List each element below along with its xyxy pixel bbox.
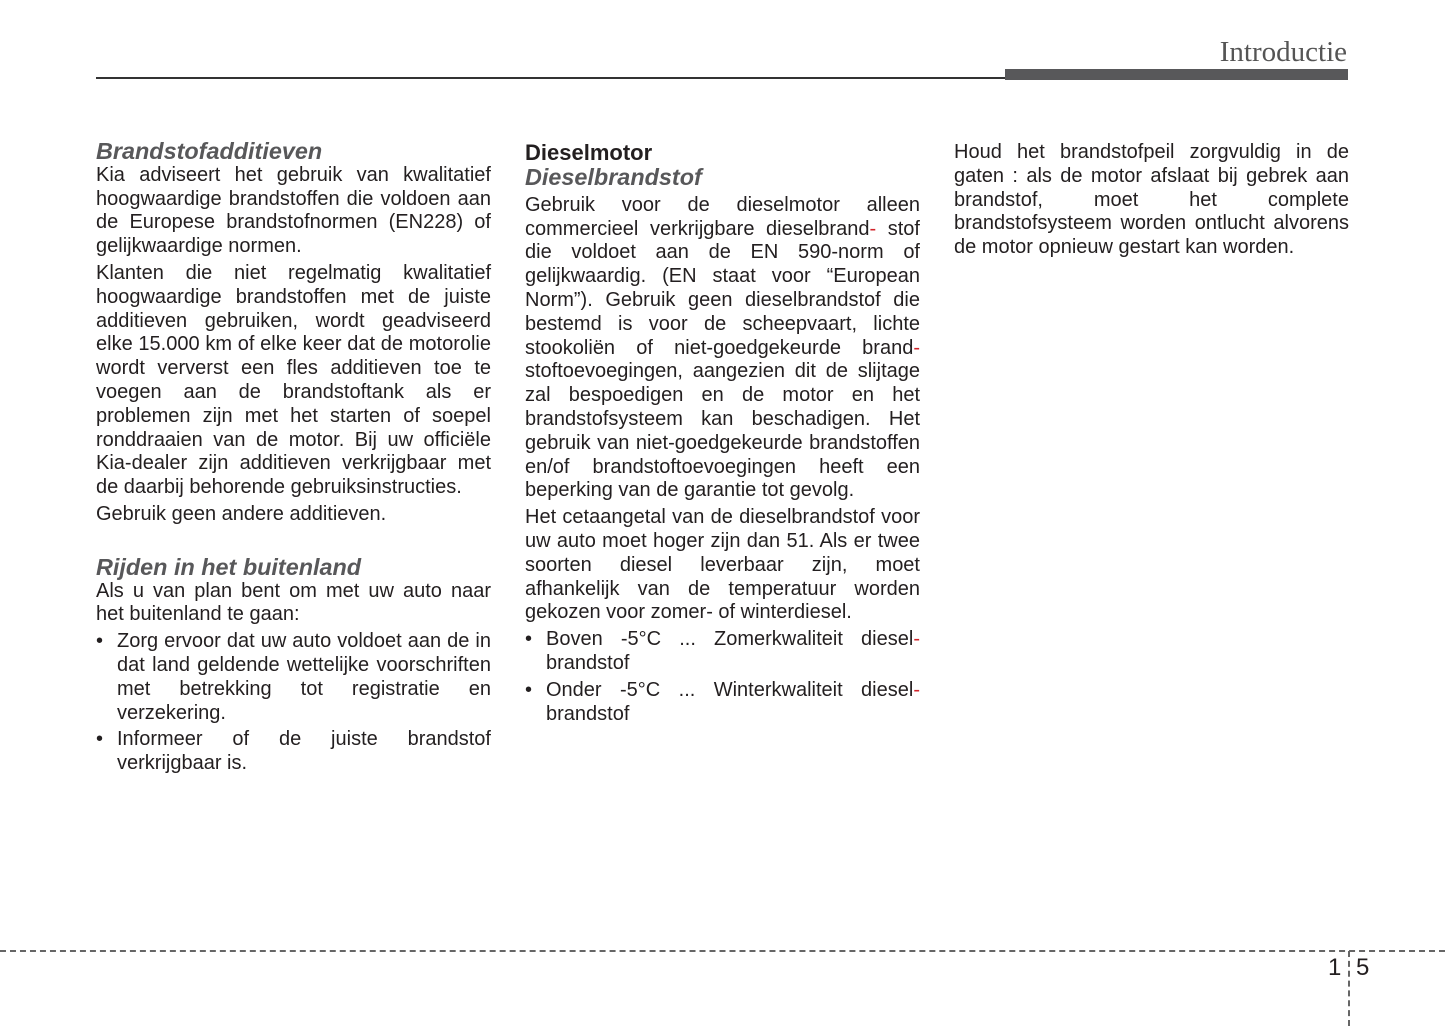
list-item: • Informeer of de juiste brandstof verkrijgbaar is. [96, 728, 491, 776]
hyphen: - [869, 217, 877, 240]
paragraph: Klanten die niet regelmatig kwalitatief hoogwaardige brandstoffen met de juiste additieven gebruiken, wordt geadviseerd elke 15.000 km of elke keer dat de motorolie wordt ververst een fles additieven toe te voegen aan de brandstoftank als er problemen zijn met het starten of soepel ronddraaien van de motor. Bij uw officiële Kia-dealer zijn additieven verkrijgbaar met de daarbij behorende gebruiksinstructies. [96, 261, 491, 499]
header-bar [1005, 69, 1348, 80]
text: Onder -5°C ... Winterkwaliteit diesel [546, 678, 914, 701]
hyphen: - [913, 336, 920, 359]
text: stoftoevoegingen, aangezien dit de slijtage zal bespoedigen en de motor en het brandstofsysteem kan beschadigen. Het gebruik van niet-goedgekeurde brandstoffen en/of brandstoftoevoegingen heeft een beperking van de garantie tot gevolg. [525, 360, 920, 502]
paragraph: Houd het brandstofpeil zorgvuldig in de gaten : als de motor afslaat bij gebrek aan brandstof, moet het complete brandstofsysteem worden ontlucht alvorens de motor opnieuw gestart kan worden. [954, 141, 1349, 259]
list-item [525, 628, 920, 676]
section-heading-diesel-engine: Dieselmotor [525, 140, 653, 165]
footer-rule [0, 950, 1445, 952]
subheading-driving-abroad: Rijden in het buitenland [96, 553, 362, 580]
hyphen: - [913, 678, 920, 701]
paragraph [525, 194, 920, 503]
section-title: Introductie [1219, 36, 1347, 68]
footer-divider [1348, 951, 1350, 1026]
text: Boven -5°C ... Zomerkwaliteit diesel [546, 628, 914, 651]
text: Gebruik voor de dieselmotor alleen commercieel verkrijgbare dieselbrand [525, 193, 920, 240]
chapter-number: 1 [1328, 954, 1342, 981]
paragraph: Het cetaangetal van de dieselbrandstof voor uw auto moet hoger zijn dan 51. Als er twee soorten diesel leverbaar zijn, moet afhankelijk van de temperatuur worden gekozen voor zomer- of winterdiesel. [525, 506, 920, 624]
text: brandstof [546, 651, 630, 674]
column-1 [96, 140, 491, 779]
column-2 [525, 140, 920, 729]
header-rule [96, 77, 1006, 79]
bullet-list [525, 628, 920, 726]
column-3 [954, 141, 1349, 263]
subheading-fuel-additives: Brandstofadditieven [96, 138, 323, 164]
paragraph: Gebruik geen andere additieven. [96, 502, 387, 525]
hyphen: - [913, 628, 920, 651]
paragraph: Kia adviseert het gebruik van kwalitatief hoogwaardige brandstoffen die voldoen aan de Europese brandstofnormen (EN228) of gelijkwaardige normen. [96, 163, 491, 258]
list-item: • Zorg ervoor dat uw auto voldoet aan de in dat land geldende wettelijke voorschriften met betrekking tot registratie en verzekering. [96, 630, 491, 725]
paragraph: Als u van plan bent om met uw auto naar het buitenland te gaan: [96, 579, 491, 626]
page-number: 5 [1356, 954, 1370, 981]
subheading-diesel-fuel: Dieselbrandstof [525, 164, 702, 190]
list-item [525, 679, 920, 727]
bullet-list [96, 630, 491, 776]
text: stof die voldoet aan de EN 590-norm of gelijkwaardig. (EN staat voor “European Norm”). Gebruik geen dieselbrandstof die bestemd is voor de scheepvaart, lichte stookoliën of niet-goedgekeurde brand [525, 217, 920, 359]
text: brandstof [546, 702, 630, 725]
